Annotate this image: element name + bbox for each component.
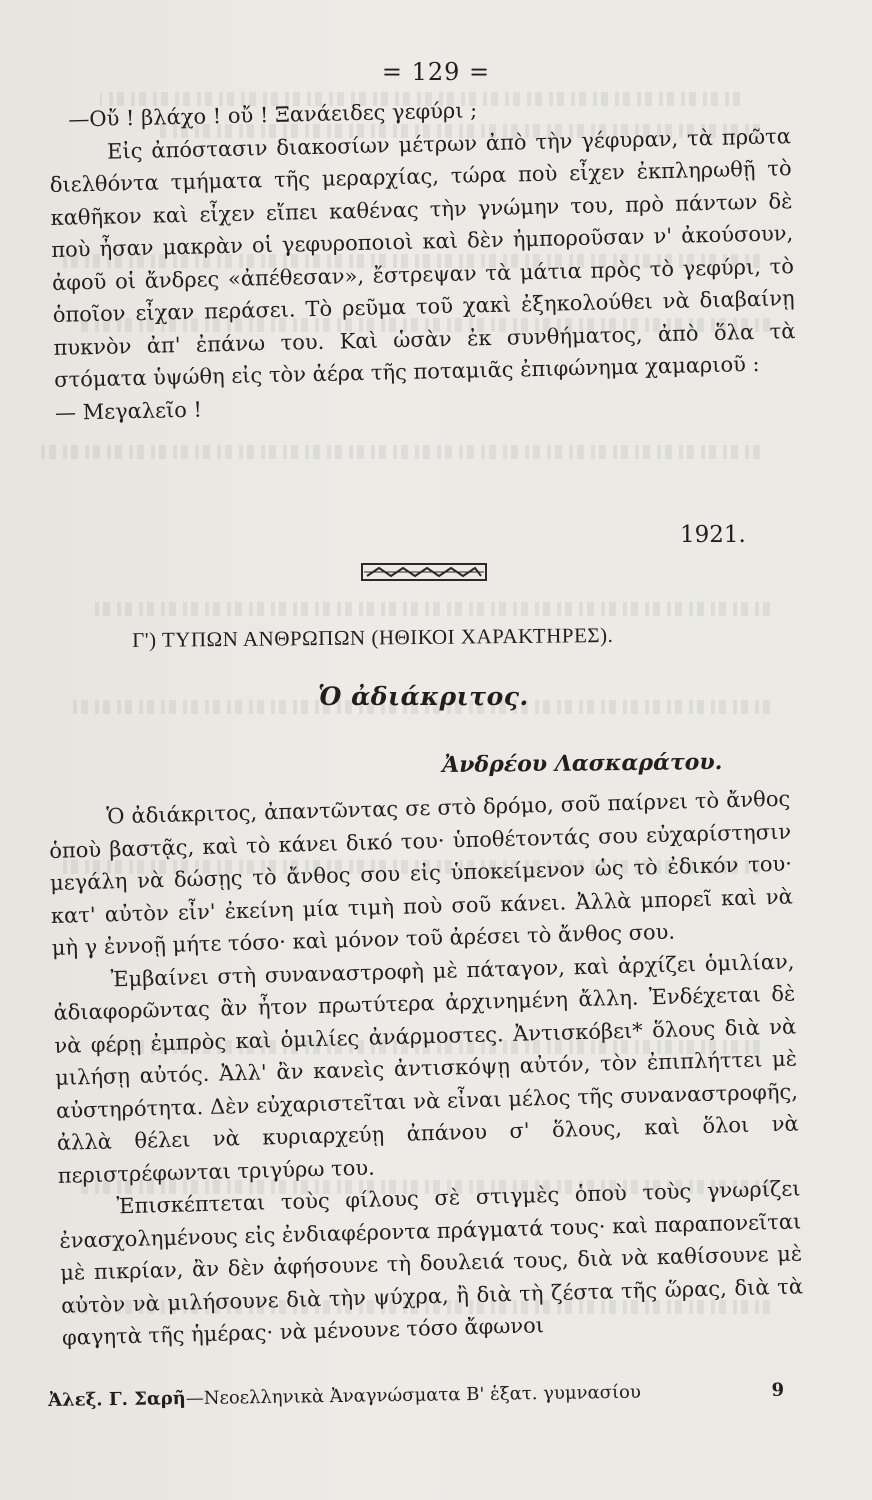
- footer-book-title: —Νεοελληνικὰ Ἀναγνώσματα Β' ἑξατ. γυμνασίου: [185, 1381, 641, 1410]
- chapter-title: Ὁ ἀδιάκριτος.: [318, 682, 529, 711]
- paragraph-megaleio: — Μεγαλεῖο !: [54, 397, 203, 425]
- paragraph-flower: Ὁ ἀδιάκριτος, ἀπαντῶντας σε στὸ δρόμο, σοῦ παίρνει τὸ ἄνθος ὁποὺ βαστᾷς, καὶ τὸ κάνει δικό του· ὑποθέτοντάς σου εὐχαρίστησιν μεγάλη νὰ δώσῃς τὸ ἄνθος σου εἰς ὑποκείμενον ὡς τὸ ἐδικόν του· κατ' αὐτὸν εἶν' ἐκείνη μία τιμὴ ποὺ σοῦ κάνει. Ἀλλὰ μπορεῖ καὶ νὰ μὴ γ ἐννοῇ μήτε τόσο· καὶ μόνον τοῦ ἀρέσει τὸ ἄνθος σου.: [48, 786, 794, 960]
- paragraph-exclamation: —Οὔ ! βλάχο ! οὔ ! Ξανάειδες γεφύρι ;: [68, 98, 478, 132]
- page-number: = 129 =: [381, 58, 491, 86]
- date-year: 1921.: [680, 522, 746, 548]
- footer-author: Ἀλεξ. Γ. Σαρῆ: [48, 1388, 186, 1411]
- section-heading: Γ') ΤΥΠΩΝ ΑΝΘΡΩΠΩΝ (ΗΘΙΚΟΙ ΧΑΡΑΚΤΗΡΕΣ).: [132, 622, 614, 652]
- ornament-divider: [361, 561, 487, 583]
- chapter-author: Ἀνδρέου Λασκαράτου.: [442, 749, 723, 778]
- footer-citation: [48, 1382, 641, 1411]
- paragraph-company: Ἐμβαίνει στὴ συναναστροφὴ μὲ πάταγον, καὶ ἀρχίζει ὁμιλίαν, ἀδιαφορῶντας ἂν ἦτον πρωτύτερα ἀρχινημένη ἄλλη. Ἐνδέχεται δὲ νὰ φέρῃ ἐμπρὸς καὶ ὁμιλίες ἀνάρμοστες. Ἀντισκόβει* ὅλους διὰ νὰ μιλήσῃ αὐτός. Ἀλλ' ἂν κανεὶς ἀντισκόψῃ αὐτόν, τὸν ἐπιπλήττει μὲ αὐστηρότητα. Δὲν εὐχαριστεῖται νὰ εἶναι μέλος τῆς συναναστροφῆς, ἀλλὰ θέλει νὰ κυριαρχεύῃ ἀπάνου σ' ὅλους, καὶ ὅλοι νὰ περιστρέφωνται τριγύρω του.: [53, 949, 799, 1188]
- paragraph-visits: Ἐπισκέπτεται τοὺς φίλους σὲ στιγμὲς ὁποὺ τοὺς γνωρίζει ἐνασχολημένους εἰς ἐνδιαφέροντα πράγματά τους· καὶ παραπονεῖται μὲ πικρίαν, ἂν δὲν ἀφήσουνε τὴ δουλειά τους, διὰ νὰ καθίσουνε μὲ αὐτὸν νὰ μιλήσουνε διὰ τὴν ψύχρα, ἢ διὰ τὴ ζέστα τῆς ὥρας, διὰ τὰ φαγητὰ τῆς ἡμέρας· νὰ μένουνε τόσο ἄφωνοι: [59, 1176, 804, 1350]
- narrative-text-body: [48, 783, 804, 1355]
- signature-number: 9: [771, 1379, 785, 1401]
- page-footer: [48, 1380, 788, 1411]
- paragraph-bridge-distance: Εἰς ἀπόστασιν διακοσίων μέτρων ἀπὸ τὴν γέφυραν, τὰ πρῶτα διελθόντα τμήματα τῆς μεραρχίας, τώρα ποὺ εἶχεν ἐκπληρωθῇ τὸ καθῆκον καὶ εἶχεν εἴπει καθένας τὴν γνώμην του, πρὸ πάντων δὲ ποὺ ἦσαν μακρὰν οἱ γεφυροποιοὶ καὶ δὲν ἠμποροῦσαν ν' ἀκούσουν, ἀφοῦ οἱ ἄνδρες «ἀπέθεσαν», ἔστρεψαν τὰ μάτια πρὸς τὸ γεφύρι, τὸ ὁποῖον εἶχαν περάσει. Τὸ ρεῦμα τοῦ χακὶ ἐξηκολούθει νὰ διαβαίνῃ πυκνὸν ἀπ' ἐπάνω του. Καὶ ὡσὰν ἐκ συνθήματος, ἀπὸ ὅλα τὰ στόματα ὑψώθη εἰς τὸν ἀέρα τῆς ποταμιᾶς ἐπιφώνημα χαμαριοῦ :: [49, 123, 796, 392]
- narrative-text-top: [48, 87, 797, 429]
